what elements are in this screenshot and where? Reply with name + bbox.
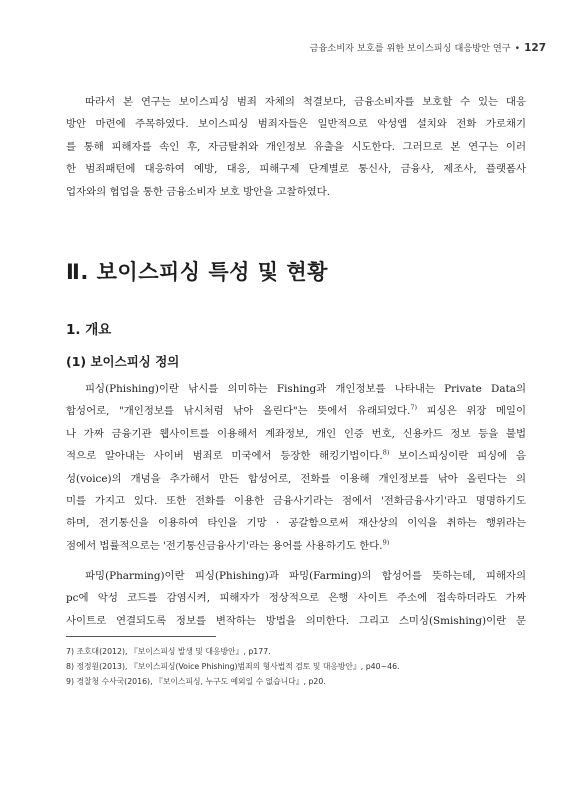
intro-line-2: 방안 마련에 주목하였다. 보이스피싱 범죄자들은 일반적으로 악성앱 설치와 전화 가로채기 (66, 118, 526, 131)
pharming-line-1: 파밍(Pharming)이란 피싱(Phishing)과 파밍(Farming)의 합성어를 뜻하는데, 피해자의 (85, 570, 526, 582)
footnote-divider (66, 636, 216, 637)
pharming-line-3: 사이트로 연결되도록 정보를 변작하는 방법을 의미한다. 그리고 스미싱(Smishing)이란 문 (66, 614, 526, 627)
footnote-ref-7[interactable]: 7) (410, 403, 418, 412)
footnote-ref-8[interactable]: 8) (382, 448, 390, 457)
footnotes (66, 644, 526, 689)
subsection-title: (1) 보이스피싱 정의 (66, 354, 180, 369)
footnote-7: 7) 조호대(2012), 『보이스피싱 발생 및 대응방안』, p177. (66, 647, 271, 656)
pharming-paragraph (66, 565, 526, 632)
def-line-7: 하며, 전기통신을 이용하여 타인을 기망 · 공갈함으로써 재산상의 이익을 취하는 행위라는 (66, 517, 526, 530)
running-title: 금융소비자 보호를 위한 보이스피싱 대응방안 연구 (309, 43, 511, 54)
intro-line-4: 한 범죄패턴에 대응하여 예방, 대응, 피해구제 단계별로 통신사, 금융사, 제조사, 플랫폼사 (66, 163, 526, 176)
def-line-4-tail: 보이스피싱이란 피싱에 음 (389, 450, 526, 463)
def-line-1: 피싱(Phishing)이란 낚시를 의미하는 Fishing과 개인정보를 나타내는 Private Data의 (85, 383, 526, 395)
def-line-3: 나 가짜 금융기관 웹사이트를 이용해서 계좌정보, 개인 인증 번호, 신용카드 정보 등을 불법 (66, 427, 526, 440)
footnote-8: 8) 정정원(2013), 『보이스피싱(Voice Phishing)범죄의 형사법적 검토 및 대응방안』, p40~46. (66, 662, 400, 671)
def-line-2-tail: 피싱은 위장 메일이 (417, 405, 526, 418)
def-line-5: 성(voice)의 개념을 추가해서 만든 합성어로, 전화를 이용해 개인정보를 낚아 올린다는 의 (66, 472, 526, 485)
intro-line-3: 를 통해 피해자를 속인 후, 자금탈취와 개인정보 유출을 시도한다. 그러므로 본 연구는 이러 (66, 140, 526, 153)
def-line-8-text: 점에서 법률적으로는 '전기통신금융사기'라는 용어를 사용하기도 한다. (66, 539, 383, 552)
definition-paragraph (66, 378, 526, 557)
def-line-8 (66, 535, 526, 557)
header-bullet: • (514, 43, 521, 54)
footnote-ref-9[interactable]: 9) (382, 538, 390, 547)
page-number: 127 (524, 42, 546, 54)
def-line-2 (66, 400, 526, 422)
def-line-6: 미를 가지고 있다. 또한 전화를 이용한 금융사기라는 점에서 '전화금융사기'라고 명명하기도 (66, 495, 526, 508)
footnote-9: 9) 경찰청 수사국(2016), 『보이스피싱, 누구도 예외일 수 없습니다』, p20. (66, 677, 326, 686)
running-header (310, 40, 546, 54)
intro-paragraph (66, 91, 526, 203)
def-line-2-text: 합성어로, "개인정보를 낚시처럼 낚아 올린다"는 뜻에서 유래되었다. (66, 405, 411, 418)
chapter-title: Ⅱ. 보이스피싱 특성 및 현황 (66, 260, 328, 284)
section-title: 1. 개요 (66, 322, 112, 338)
def-line-4 (66, 445, 526, 467)
pharming-line-2: pc에 악성 코드를 감염시켜, 피해자가 정상적으로 은행 사이트 주소에 접속하더라도 가짜 (66, 592, 526, 605)
intro-line-1: 따라서 본 연구는 보이스피싱 범죄 자체의 척결보다, 금융소비자를 보호할 수 있는 대응 (85, 96, 526, 108)
def-line-4-text: 적으로 알아내는 사이버 범죄로 미국에서 등장한 해킹기법이다. (66, 450, 383, 463)
intro-line-5: 업자와의 협업을 통한 금융소비자 보호 방안을 고찰하였다. (66, 185, 331, 198)
